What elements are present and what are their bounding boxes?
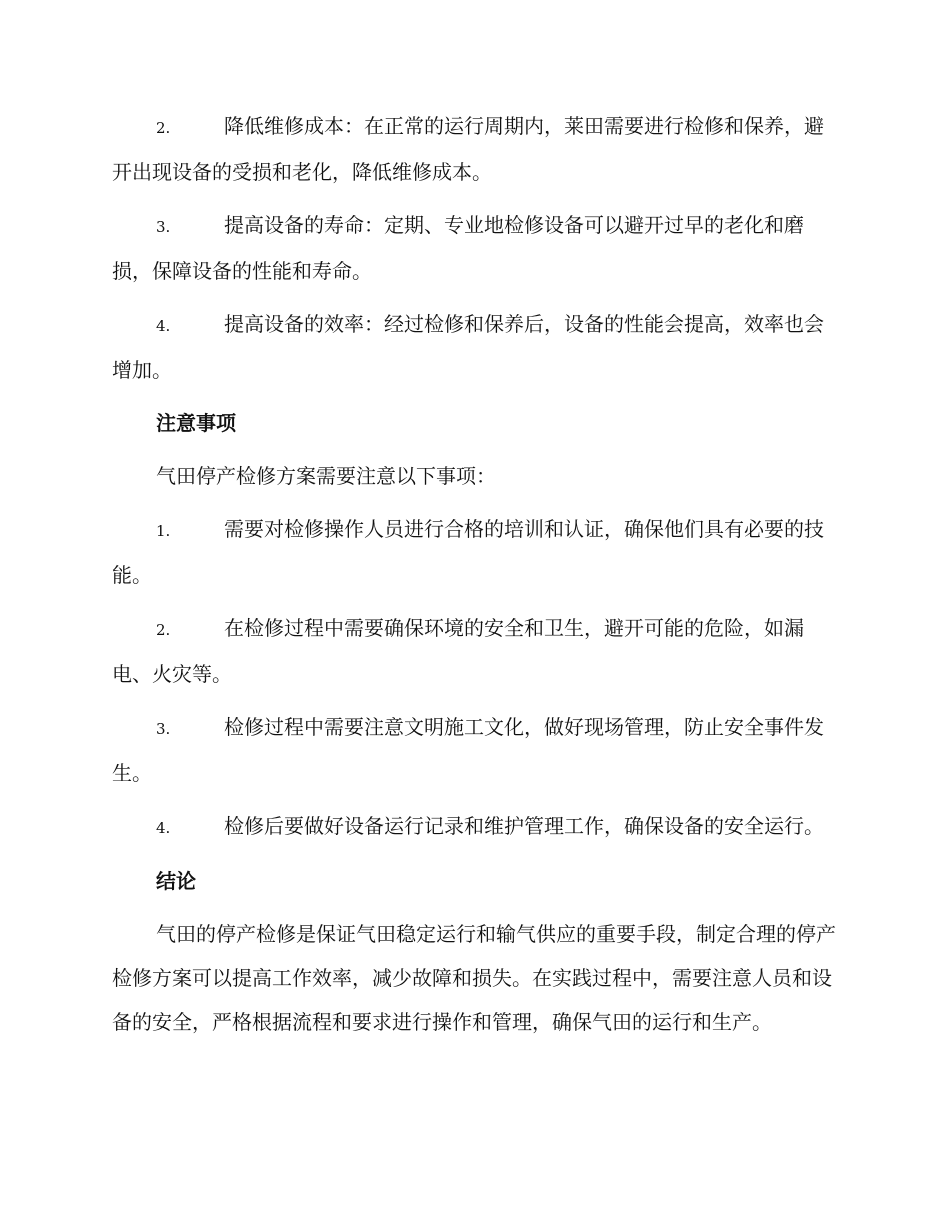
item-number: 4. [156,819,171,837]
note-item-3 [112,705,836,795]
item-text: 提高设备的效率：经过检修和保养后，设备的性能会提高，效率也会增加。 [112,312,824,382]
item-text: 需要对检修操作人员进行合格的培训和认证，确保他们具有必要的技能。 [112,517,824,587]
item-number: 3. [156,218,171,236]
section-heading-notes: 注意事项 [156,411,236,435]
benefit-item-3 [112,203,836,293]
item-text: 检修后要做好设备运行记录和维护管理工作，确保设备的安全运行。 [224,814,824,838]
note-item-2 [112,606,836,696]
item-text: 降低维修成本：在正常的运行周期内，莱田需要进行检修和保养，避开出现设备的受损和老化，降低维修成本。 [112,114,824,184]
notes-intro-paragraph: 气田停产检修方案需要注意以下事项： [156,464,496,488]
note-item-4 [112,804,836,850]
item-number: 4. [156,317,171,335]
benefit-item-2 [112,104,836,194]
item-text: 在检修过程中需要确保环境的安全和卫生，避开可能的危险，如漏电、火灾等。 [112,616,804,686]
conclusion-paragraph: 气田的停产检修是保证气田稳定运行和输气供应的重要手段，制定合理的停产检修方案可以提高工作效率，减少故障和损失。在实践过程中，需要注意人员和设备的安全，严格根据流程和要求进行操作和管理，确保气田的运行和生产。 [112,922,836,1034]
item-number: 2. [156,119,171,137]
item-text: 提高设备的寿命：定期、专业地检修设备可以避开过早的老化和磨损，保障设备的性能和寿命。 [112,213,804,283]
item-number: 2. [156,621,171,639]
document-page [112,104,836,1053]
section-heading-conclusion: 结论 [156,869,196,893]
note-item-1 [112,507,836,597]
item-number: 1. [156,522,171,540]
benefit-item-4 [112,302,836,392]
item-number: 3. [156,720,171,738]
item-text: 检修过程中需要注意文明施工文化，做好现场管理，防止安全事件发生。 [112,715,824,785]
